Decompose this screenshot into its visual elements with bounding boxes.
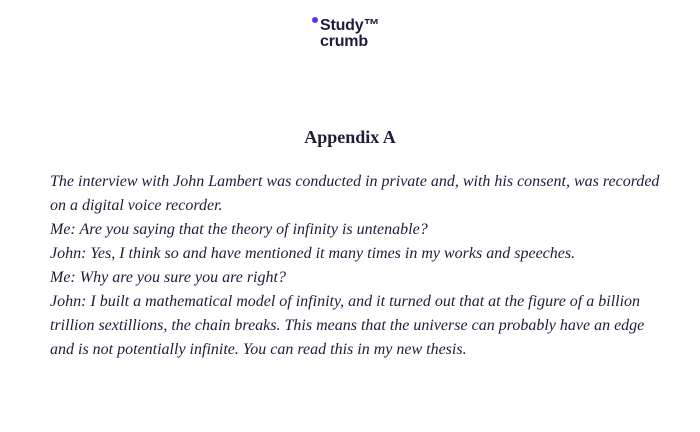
transcript-line: Me: Why are you sure you are right? — [50, 269, 286, 286]
intro-paragraph: The interview with John Lambert was conducted in private and, with his consent, was recorded on a digital voice recorder. — [50, 173, 660, 214]
transcript-line: John: Yes, I think so and have mentioned it many times in my works and speeches. — [50, 245, 576, 262]
transcript-line: Me: Are you saying that the theory of infinity is untenable? — [50, 221, 428, 238]
logo-dot — [312, 17, 318, 23]
logo-text-study: Study™ — [320, 17, 380, 34]
studycrumb-logo[interactable] — [312, 14, 392, 54]
transcript-line: John: I built a mathematical model of infinity, and it turned out that at the figure of a billion trillion sextillions, the chain breaks. This means that the universe can probably have an edge and is not potentially infinite. You can read this in my new thesis. — [50, 293, 645, 358]
appendix-heading: Appendix A — [304, 127, 396, 147]
interview-transcript — [50, 170, 660, 362]
logo-text-crumb: crumb — [320, 33, 368, 50]
